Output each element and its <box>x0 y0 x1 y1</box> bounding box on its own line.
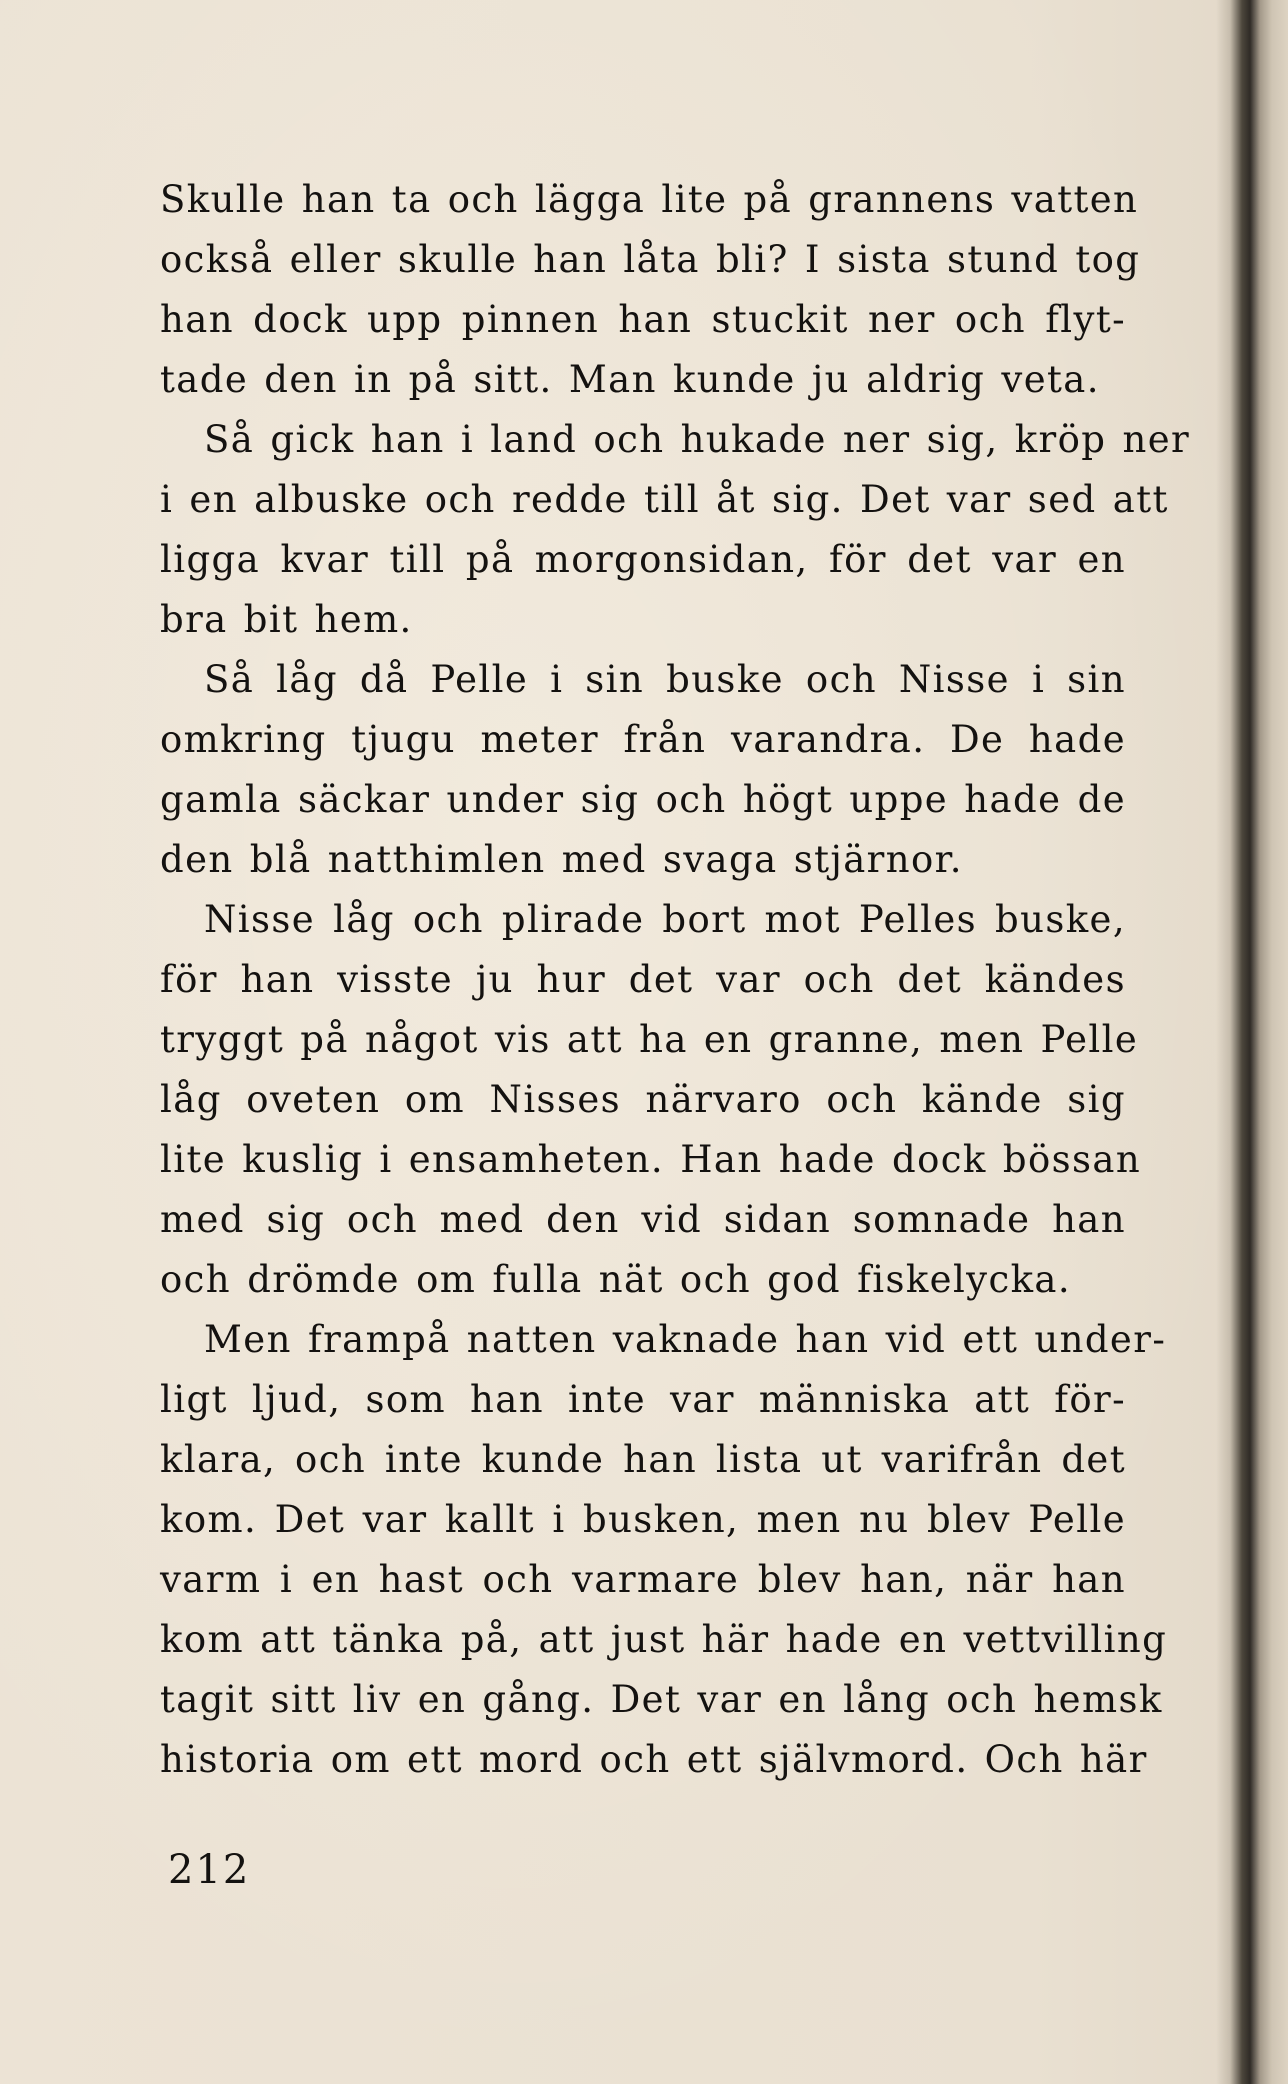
text-line: klara, och inte kunde han lista ut varifrån det <box>160 1438 1126 1481</box>
text-line: gamla säckar under sig och högt uppe hade de <box>160 778 1126 821</box>
text-line: lite kuslig i ensamheten. Han hade dock bössan <box>160 1138 1142 1181</box>
text-line: historia om ett mord och ett självmord. Och här <box>160 1738 1148 1781</box>
text-line: Så låg då Pelle i sin buske och Nisse i sin <box>204 658 1126 701</box>
text-line: bra bit hem. <box>160 598 413 641</box>
text-line: Skulle han ta och lägga lite på grannens vatten <box>160 178 1139 221</box>
text-line: kom att tänka på, att just här hade en vettvilling <box>160 1618 1168 1661</box>
text-line: i en albuske och redde till åt sig. Det var sed att <box>160 478 1169 521</box>
text-line: ligga kvar till på morgonsidan, för det var en <box>160 538 1126 581</box>
text-line: den blå natthimlen med svaga stjärnor. <box>160 838 963 881</box>
text-line: Nisse låg och plirade bort mot Pelles buske, <box>204 898 1126 941</box>
text-line: låg oveten om Nisses närvaro och kände sig <box>160 1078 1126 1121</box>
text-line: Så gick han i land och hukade ner sig, kröp ner <box>204 418 1191 461</box>
text-line: omkring tjugu meter från varandra. De hade <box>160 718 1126 761</box>
text-line: också eller skulle han låta bli? I sista stund tog <box>160 238 1141 281</box>
text-line: för han visste ju hur det var och det kändes <box>160 958 1126 1001</box>
page-number: 212 <box>168 1847 251 1893</box>
text-line: tryggt på något vis att ha en granne, men Pelle <box>160 1018 1139 1061</box>
text-line: tagit sitt liv en gång. Det var en lång och hemsk <box>160 1678 1163 1721</box>
text-line: varm i en hast och varmare blev han, när han <box>160 1558 1126 1601</box>
text-line: han dock upp pinnen han stuckit ner och flyt- <box>160 298 1126 341</box>
body-text <box>160 170 1191 1790</box>
text-line: Men frampå natten vaknade han vid ett under- <box>204 1318 1167 1361</box>
text-line: tade den in på sitt. Man kunde ju aldrig veta. <box>160 358 1100 401</box>
text-line: och drömde om fulla nät och god fiskelycka. <box>160 1258 1072 1301</box>
text-line: ligt ljud, som han inte var människa att för- <box>160 1378 1126 1421</box>
book-spine-gutter <box>1216 0 1288 2084</box>
text-line: med sig och med den vid sidan somnade han <box>160 1198 1126 1241</box>
text-line: kom. Det var kallt i busken, men nu blev Pelle <box>160 1498 1126 1541</box>
